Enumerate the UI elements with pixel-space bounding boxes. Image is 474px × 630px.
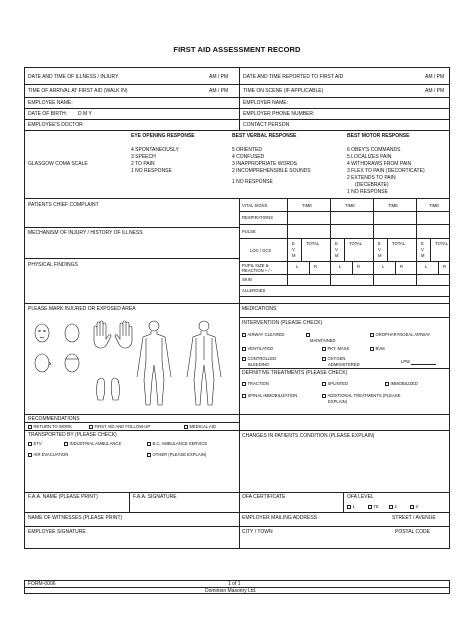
checkbox[interactable] xyxy=(347,505,351,509)
checkbox[interactable] xyxy=(370,347,374,351)
divider xyxy=(24,526,450,527)
ofa-level-label: OFA LEVEL xyxy=(347,494,374,500)
gcs-label: GLASGOW COMA SCALE xyxy=(28,161,88,167)
checkbox[interactable] xyxy=(147,442,151,446)
divider xyxy=(239,368,450,369)
time-header: TIME xyxy=(429,203,440,208)
additional-label: ADDITIONAL TREATMENTS (PLEASE xyxy=(327,393,401,398)
checkbox[interactable] xyxy=(28,425,32,429)
divider xyxy=(24,512,450,513)
other-label: OTHER (PLEASE EXPLAIN) xyxy=(152,452,207,457)
pupil-l-label: L xyxy=(296,264,299,269)
checkbox[interactable] xyxy=(385,382,389,386)
divider xyxy=(24,198,450,199)
physical-findings-label: PHYSICAL FINDINGS xyxy=(28,262,78,268)
employer-address-label: EMPLOYER MAILING ADDRESS xyxy=(242,515,318,521)
respirations-label: RESPIRATIONS xyxy=(242,215,273,220)
motor-title: BEST MOTOR RESPONSE xyxy=(347,133,410,139)
head-side-icon xyxy=(35,354,51,372)
checkbox[interactable] xyxy=(242,333,246,337)
ventilated-label: VENTILATED xyxy=(247,346,274,351)
divider xyxy=(239,274,450,275)
pupil-r-label: R xyxy=(400,264,404,269)
administered-label: ADMINISTERED xyxy=(328,362,360,367)
gcs-m-label: M xyxy=(292,253,296,258)
gcs-total-label: TOTAL xyxy=(392,241,406,246)
divider xyxy=(24,97,450,98)
gcs-v-label: V xyxy=(292,247,295,252)
mechanism-label: MECHANISM OF INJURY / HISTORY OF ILLNESS xyxy=(28,230,143,236)
ampm-label: AM / PM xyxy=(209,74,229,80)
medical-label: MEDICAL AID xyxy=(189,424,216,429)
body-front-icon xyxy=(137,321,171,405)
faa-name-label: F.A.A. NAME (PLEASE PRINT) xyxy=(28,494,98,500)
employer-phone-label: EMPLOYER PHONE NUMBER: xyxy=(243,111,315,117)
pulse-label: PULSE xyxy=(242,229,256,234)
allergies-label: ALLERGIES xyxy=(242,288,266,293)
changes-label: CHANGES IN PATIENTS CONDITION (PLEASE EXPLAIN) xyxy=(242,433,375,439)
motor-item: 6 OBEY'S COMMANDS xyxy=(347,147,401,153)
page-number: 1 of 1 xyxy=(228,581,241,587)
divider xyxy=(352,261,353,274)
divider xyxy=(129,492,130,512)
medications-label: MEDICATIONS xyxy=(242,306,277,312)
gcs-total-label: TOTAL xyxy=(435,241,449,246)
checkbox[interactable] xyxy=(64,442,68,446)
ventilated-option[interactable] xyxy=(242,346,273,351)
body-back-icon xyxy=(187,321,221,405)
divider xyxy=(430,238,431,261)
employee-name-label: EMPLOYEE NAME: xyxy=(28,100,73,106)
bvm-label: BVM xyxy=(375,346,385,351)
oropharyngeal-label: OROPHARYNGEAL AIRWAY xyxy=(375,332,431,337)
return-option[interactable] xyxy=(28,424,72,429)
motor-item: 2 EXTENDS TO PAIN xyxy=(347,175,396,181)
divider xyxy=(24,414,450,415)
ampm-label: AM / PM xyxy=(209,88,229,94)
ofa-level-option[interactable] xyxy=(368,504,379,509)
additional-option[interactable] xyxy=(322,393,401,398)
checkbox[interactable] xyxy=(410,505,414,509)
bc-label: B.C. AMBULANCE SERVICE xyxy=(152,441,208,446)
head-front-icon xyxy=(35,324,49,342)
ofa-level-option[interactable] xyxy=(347,504,355,509)
verbal-item: 5 ORIENTED xyxy=(232,147,263,153)
date-illness-label: DATE AND TIME OF ILLNESS / INJURY xyxy=(28,74,119,80)
divider xyxy=(239,67,240,130)
pupil-l-label: L xyxy=(339,264,342,269)
industrial-option[interactable] xyxy=(64,441,121,446)
maintained-label: MAINTAINED xyxy=(310,338,336,343)
traction-label: TRACTION xyxy=(247,381,269,386)
divider xyxy=(387,238,388,261)
ofa-level-value: 1 xyxy=(352,504,355,509)
motor-item: (DECEBRATE) xyxy=(355,182,389,188)
divider xyxy=(239,198,240,303)
divider xyxy=(24,227,239,228)
eye-item: 4 SPONTANEOUSLY xyxy=(131,147,179,153)
divider xyxy=(239,296,450,297)
bvm-option[interactable] xyxy=(370,346,385,351)
city-label: CITY / TOWN xyxy=(242,529,273,535)
divider xyxy=(239,303,240,414)
checkbox[interactable] xyxy=(322,394,326,398)
bleeding-label: BLEEDING xyxy=(248,362,270,367)
dmy-label: D M Y xyxy=(78,111,92,117)
definitive-title: DEFINITIVE TREATMENTS (PLEASE CHECK) xyxy=(242,370,348,376)
head-top-icon xyxy=(65,354,79,372)
divider xyxy=(239,414,240,492)
motor-item: 4 WITHDRAWS FROM PAIN xyxy=(347,161,412,167)
checkbox[interactable] xyxy=(368,505,372,509)
divider xyxy=(438,261,439,274)
foot-right-icon xyxy=(111,378,119,400)
other-option[interactable] xyxy=(147,452,206,457)
gcs-e-label: E xyxy=(378,241,381,246)
followup-option[interactable] xyxy=(89,424,150,429)
checkbox[interactable] xyxy=(242,347,246,351)
divider xyxy=(301,238,302,261)
time-header: TIME xyxy=(345,203,356,208)
head-back-icon xyxy=(65,324,79,342)
medical-option[interactable] xyxy=(184,424,216,429)
pupil-r-label: R xyxy=(357,264,361,269)
gcs-v-label: V xyxy=(421,247,424,252)
air-label: AIR EVACUATION xyxy=(33,452,69,457)
divider xyxy=(24,84,450,85)
gcs-e-label: E xyxy=(335,241,338,246)
industrial-label: INDUSTRIAL AMBULANCE xyxy=(69,441,122,446)
employee-signature-label: EMPLOYEE SIGNATURE xyxy=(28,529,86,535)
time-header: TIME xyxy=(302,203,313,208)
ampm-label: AM / PM xyxy=(425,74,445,80)
divider xyxy=(239,224,450,225)
checkbox[interactable] xyxy=(147,453,151,457)
loc-gcs-label: LOC / GCS xyxy=(250,248,272,253)
ofa-level-option[interactable] xyxy=(410,504,418,509)
contact-person-label: CONTACT PERSON xyxy=(243,122,290,128)
dob-label: DATE OF BIRTH: xyxy=(28,111,67,117)
splinted-label: SPLINTED xyxy=(327,381,348,386)
body-diagram[interactable] xyxy=(28,318,233,410)
pupil-label: PUPIL SIZE & xyxy=(242,263,269,268)
divider xyxy=(344,238,345,261)
spinal-label: SPINAL IMMOBILIZATION xyxy=(247,393,298,398)
foot-left-icon xyxy=(97,378,105,400)
transported-title: TRANSPORTED BY (PLEASE CHECK) xyxy=(28,432,117,438)
employer-name-label: EMPLOYER NAME: xyxy=(243,100,289,106)
return-label: RETURN TO WORK xyxy=(33,424,72,429)
controlled-option[interactable] xyxy=(242,356,276,361)
motor-item: 3 FLEX TO PAIN (DECORTICATE) xyxy=(347,168,425,174)
spinal-option[interactable] xyxy=(242,393,297,398)
divider xyxy=(239,285,450,286)
divider xyxy=(24,422,239,423)
ofa-level-value: 3 xyxy=(415,504,418,509)
splinted-option[interactable] xyxy=(322,381,348,386)
checkbox[interactable] xyxy=(184,425,188,429)
lpm-line xyxy=(411,364,436,365)
pupil-r-label: R xyxy=(314,264,318,269)
divider xyxy=(24,258,239,259)
divider xyxy=(309,261,310,274)
pupil-l-label: L xyxy=(382,264,385,269)
maintained-option[interactable] xyxy=(306,332,312,337)
divider xyxy=(24,130,450,131)
gcs-v-label: V xyxy=(335,247,338,252)
checkbox[interactable] xyxy=(322,347,326,351)
witnesses-label: NAME OF WITNESSES (PLEASE PRINT) xyxy=(28,515,123,521)
divider xyxy=(24,108,450,109)
ofa-level-option[interactable] xyxy=(389,504,397,509)
checkbox[interactable] xyxy=(306,333,310,337)
checkbox[interactable] xyxy=(242,357,246,361)
gcs-e-label: E xyxy=(421,241,424,246)
time-header: TIME xyxy=(388,203,399,208)
divider xyxy=(24,119,450,120)
oropharyngeal-option[interactable] xyxy=(370,332,430,337)
form-title: FIRST AID ASSESSMENT RECORD xyxy=(173,45,301,54)
divider xyxy=(239,211,450,212)
bc-option[interactable] xyxy=(147,441,207,446)
faa-signature-label: F.A.A. SIGNATURE xyxy=(133,494,177,500)
gcs-m-label: M xyxy=(421,253,425,258)
gcs-total-label: TOTAL xyxy=(349,241,363,246)
eye-item: 2 TO PAIN xyxy=(131,161,155,167)
checkbox[interactable] xyxy=(28,453,32,457)
explain-label: EXPLAIN) xyxy=(328,399,348,404)
gcs-v-label: V xyxy=(378,247,381,252)
divider xyxy=(239,317,450,318)
company-name: Dominion Masonry Ltd. xyxy=(205,588,257,594)
divider xyxy=(24,303,450,304)
motor-item: 5 LOCALIZES PAIN xyxy=(347,154,392,160)
immobilized-option[interactable] xyxy=(385,381,418,386)
airway-label: AIRWAY CLEARED xyxy=(247,332,285,337)
ofa-certificate-label: OFA CERTIFICATE xyxy=(242,494,286,500)
etv-option[interactable] xyxy=(28,441,42,446)
eye-item: 3 SPEECH xyxy=(131,154,156,160)
form-number: FORM-0006 xyxy=(28,581,56,587)
recommendations-title: RECOMMENDATIONS xyxy=(28,416,80,422)
gcs-m-label: M xyxy=(378,253,382,258)
airway-option[interactable] xyxy=(242,332,284,337)
checkbox[interactable] xyxy=(242,382,246,386)
followup-label: FIRST AID AND FOLLOW-UP xyxy=(94,424,151,429)
traction-option[interactable] xyxy=(242,381,269,386)
checkbox[interactable] xyxy=(389,505,393,509)
injured-area-label: PLEASE MARK INJURED OR EXPOSED AREA xyxy=(28,306,136,312)
verbal-item: 3 INAPPROPRIATE WORDS xyxy=(232,161,297,167)
gcs-m-label: M xyxy=(335,253,339,258)
pupil-r-label: R xyxy=(443,264,447,269)
eye-title: EYE OPENING RESPONSE xyxy=(131,133,195,139)
verbal-item: 4 CONFUSED xyxy=(232,154,265,160)
checkbox[interactable] xyxy=(370,333,374,337)
postal-code-label: POSTAL CODE xyxy=(395,529,431,535)
immobilized-label: IMMOBILIZED xyxy=(390,381,418,386)
divider xyxy=(343,492,344,512)
doctor-label: EMPLOYEE'S DOCTOR xyxy=(28,122,83,128)
etv-label: ETV xyxy=(33,441,42,446)
intervention-title: INTERVENTION (PLEASE CHECK) xyxy=(242,320,323,326)
checkbox[interactable] xyxy=(89,425,93,429)
pkt-mask-option[interactable] xyxy=(322,346,349,351)
reaction-label: REACTION + / - xyxy=(242,268,273,273)
motor-item: 1 NO RESPONSE xyxy=(347,189,388,195)
gcs-total-label: TOTAL xyxy=(306,241,320,246)
checkbox[interactable] xyxy=(242,394,246,398)
checkbox[interactable] xyxy=(322,357,326,361)
verbal-item: 2 INCOMPREHENSIBLE SOUNDS xyxy=(232,168,311,174)
arrival-time-label: TIME OF ARRIVAL AT FIRST AID (WALK IN) xyxy=(28,88,128,94)
air-option[interactable] xyxy=(28,452,68,457)
controlled-label: CONTROLLED xyxy=(247,356,277,361)
divider xyxy=(239,492,240,549)
divider xyxy=(24,492,450,493)
checkbox[interactable] xyxy=(322,382,326,386)
lpm-label: LPM xyxy=(401,359,410,364)
ofa-level-value: TE xyxy=(373,504,379,509)
eye-item: 1 NO RESPONSE xyxy=(131,168,172,174)
hand-right-icon xyxy=(115,321,132,348)
ofa-level-value: 2 xyxy=(394,504,397,509)
pkt-mask-label: PKT. MASK xyxy=(327,346,350,351)
oxygen-label: OXYGEN xyxy=(327,356,346,361)
chief-complaint-label: PATIENTS CHIEF COMPLAINT xyxy=(28,202,99,208)
street-label: STREET / AVENUE xyxy=(392,515,436,521)
on-scene-label: TIME ON SCENE (IF APPLICABLE) xyxy=(243,88,324,94)
hand-left-icon xyxy=(94,321,111,348)
oxygen-option[interactable] xyxy=(322,356,345,361)
divider xyxy=(395,261,396,274)
verbal-item: 1 NO RESPONSE xyxy=(232,179,273,185)
vital-signs-label: VITAL SIGNS xyxy=(242,203,268,208)
date-reported-label: DATE AND TIME REPORTED TO FIRST AID xyxy=(243,74,344,80)
pupil-l-label: L xyxy=(425,264,428,269)
divider xyxy=(239,261,450,262)
skin-label: SKIN xyxy=(242,277,252,282)
verbal-title: BEST VERBAL RESPONSE xyxy=(232,133,297,139)
divider xyxy=(24,430,450,431)
ampm-label: AM / PM xyxy=(425,88,445,94)
gcs-e-label: E xyxy=(292,241,295,246)
checkbox[interactable] xyxy=(28,442,32,446)
